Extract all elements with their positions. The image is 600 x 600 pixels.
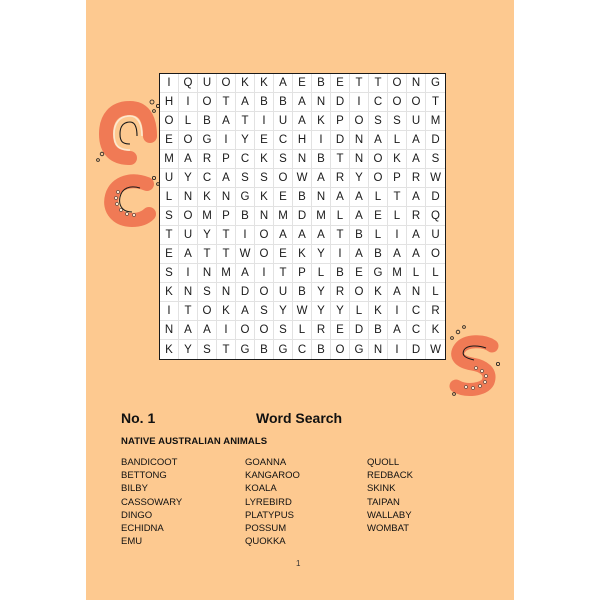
grid-cell[interactable]: K — [255, 150, 274, 169]
grid-cell[interactable]: C — [274, 131, 293, 150]
page-number: 1 — [296, 559, 301, 568]
grid-cell[interactable]: S — [274, 321, 293, 340]
page-title: Word Search — [256, 410, 343, 426]
grid-cell[interactable]: G — [426, 74, 445, 93]
grid-cell[interactable]: L — [388, 131, 407, 150]
grid-cell[interactable]: B — [369, 321, 388, 340]
grid-cell[interactable]: A — [407, 150, 426, 169]
grid-cell[interactable]: L — [369, 188, 388, 207]
grid-cell[interactable]: D — [350, 321, 369, 340]
grid-cell[interactable]: B — [236, 207, 255, 226]
grid-cell[interactable]: K — [369, 283, 388, 302]
grid-cell[interactable]: T — [198, 245, 217, 264]
grid-cell[interactable]: G — [198, 131, 217, 150]
grid-cell[interactable]: R — [331, 169, 350, 188]
word-list-column-3 — [367, 456, 413, 535]
grid-cell[interactable]: O — [369, 169, 388, 188]
grid-cell[interactable]: L — [426, 264, 445, 283]
word-search-grid[interactable] — [159, 73, 446, 360]
grid-cell[interactable]: D — [426, 131, 445, 150]
grid-cell[interactable]: T — [426, 93, 445, 112]
lower-u-motif-icon — [111, 181, 149, 220]
grid-cell[interactable]: P — [217, 150, 236, 169]
grid-cell[interactable]: T — [160, 226, 179, 245]
grid-cell[interactable]: G — [236, 188, 255, 207]
grid-cell[interactable]: N — [217, 283, 236, 302]
grid-cell[interactable]: N — [198, 264, 217, 283]
grid-cell[interactable]: H — [160, 93, 179, 112]
grid-cell[interactable]: E — [274, 188, 293, 207]
grid-cell[interactable]: K — [369, 302, 388, 321]
grid-cell[interactable]: O — [369, 150, 388, 169]
grid-cell[interactable]: Y — [331, 302, 350, 321]
grid-cell[interactable]: P — [217, 207, 236, 226]
grid-cell[interactable]: O — [179, 131, 198, 150]
grid-cell[interactable]: A — [350, 207, 369, 226]
grid-cell[interactable]: I — [217, 321, 236, 340]
word-list-item: POSSUM — [245, 522, 287, 534]
grid-cell[interactable]: I — [255, 264, 274, 283]
grid-cell[interactable]: G — [369, 264, 388, 283]
grid-cell[interactable]: Q — [179, 74, 198, 93]
grid-cell[interactable]: W — [430, 343, 441, 356]
word-list-item: EMU — [121, 536, 143, 548]
grid-cell[interactable]: Y — [198, 226, 217, 245]
grid-cell[interactable]: E — [293, 74, 312, 93]
grid-cell[interactable]: N — [407, 74, 426, 93]
grid-cell[interactable]: U — [426, 226, 445, 245]
grid-cell[interactable]: E — [369, 207, 388, 226]
word-list-item: WALLABY — [367, 509, 412, 521]
grid-cell[interactable]: N — [350, 131, 369, 150]
grid-cell[interactable]: L — [426, 283, 445, 302]
grid-cell[interactable]: O — [255, 321, 274, 340]
grid-cell[interactable]: N — [369, 340, 388, 359]
grid-cell[interactable]: O — [255, 226, 274, 245]
grid-cell[interactable]: H — [293, 131, 312, 150]
grid-cell[interactable]: P — [293, 264, 312, 283]
grid-cell[interactable]: L — [179, 112, 198, 131]
word-list-item: ECHIDNA — [121, 522, 164, 534]
grid-cell[interactable]: C — [369, 93, 388, 112]
grid-cell[interactable]: B — [331, 264, 350, 283]
grid-cell[interactable]: B — [350, 226, 369, 245]
grid-cell[interactable]: K — [426, 321, 445, 340]
grid-cell[interactable]: A — [293, 226, 312, 245]
grid-cell[interactable]: B — [369, 245, 388, 264]
grid-cell[interactable]: S — [160, 207, 179, 226]
grid-cell[interactable]: K — [255, 188, 274, 207]
grid-cell[interactable]: N — [407, 283, 426, 302]
grid-cell[interactable]: Y — [312, 283, 331, 302]
grid-cell[interactable]: K — [293, 245, 312, 264]
grid-cell[interactable]: B — [293, 188, 312, 207]
grid-cell[interactable]: K — [312, 112, 331, 131]
grid-cell[interactable]: S — [198, 283, 217, 302]
grid-cell[interactable]: K — [217, 302, 236, 321]
grid-cell[interactable]: S — [369, 112, 388, 131]
grid-cell[interactable]: N — [255, 207, 274, 226]
grid-cell[interactable]: C — [407, 302, 426, 321]
grid-cell[interactable]: N — [179, 188, 198, 207]
grid-cell[interactable]: U — [274, 283, 293, 302]
grid-cell[interactable]: L — [312, 264, 331, 283]
grid-cell[interactable]: O — [426, 245, 445, 264]
grid-cell[interactable]: A — [179, 321, 198, 340]
aboriginal-s-motif-icon — [436, 318, 506, 398]
grid-cell[interactable]: I — [160, 74, 179, 93]
grid-cell[interactable]: T — [350, 74, 369, 93]
grid-cell[interactable]: S — [198, 340, 217, 359]
puzzle-number: No. 1 — [121, 410, 156, 426]
grid-cell[interactable]: S — [274, 150, 293, 169]
grid-cell[interactable]: A — [369, 131, 388, 150]
grid-cell[interactable]: A — [236, 93, 255, 112]
grid-cell[interactable]: U — [274, 112, 293, 131]
grid-cell[interactable]: A — [388, 245, 407, 264]
grid-cell[interactable]: C — [198, 169, 217, 188]
grid-cell[interactable]: A — [312, 169, 331, 188]
grid-cell[interactable]: L — [407, 264, 426, 283]
grid-cell[interactable]: N — [217, 188, 236, 207]
word-list-item: QUOKKA — [245, 536, 286, 548]
grid-cell[interactable]: S — [160, 264, 179, 283]
grid-cell[interactable]: K — [198, 188, 217, 207]
grid-cell[interactable]: D — [331, 131, 350, 150]
grid-cell[interactable]: O — [350, 283, 369, 302]
word-list-item: QUOLL — [367, 457, 400, 468]
word-list-item: WOMBAT — [367, 522, 410, 534]
grid-cell[interactable]: T — [388, 188, 407, 207]
grid-cell[interactable]: K — [236, 74, 255, 93]
grid-cell[interactable]: I — [160, 302, 179, 321]
grid-cell[interactable]: U — [160, 169, 179, 188]
grid-cell[interactable]: E — [255, 131, 274, 150]
grid-cell[interactable]: L — [369, 226, 388, 245]
word-list-column-2 — [245, 456, 300, 548]
grid-cell[interactable]: I — [388, 226, 407, 245]
grid-cell[interactable]: I — [331, 245, 350, 264]
grid-cell[interactable]: A — [407, 131, 426, 150]
grid-cell[interactable]: M — [312, 207, 331, 226]
grid-cell[interactable]: A — [217, 169, 236, 188]
grid-cell[interactable]: W — [236, 245, 255, 264]
grid-cell[interactable]: A — [407, 245, 426, 264]
grid-cell[interactable]: Y — [350, 169, 369, 188]
grid-cell[interactable]: E — [160, 245, 179, 264]
grid-cell[interactable]: N — [312, 188, 331, 207]
grid-cell[interactable]: C — [236, 150, 255, 169]
grid-cell[interactable]: R — [198, 150, 217, 169]
grid-cell[interactable]: L — [350, 302, 369, 321]
grid-cell[interactable]: A — [274, 226, 293, 245]
grid-cell[interactable]: O — [217, 74, 236, 93]
grid-cell[interactable]: A — [236, 264, 255, 283]
grid-cell[interactable]: W — [426, 169, 445, 188]
grid-cell[interactable]: T — [217, 93, 236, 112]
grid-cell[interactable]: N — [179, 283, 198, 302]
grid-cell[interactable]: A — [407, 188, 426, 207]
grid-cell[interactable]: U — [179, 226, 198, 245]
grid-cell[interactable]: O — [198, 93, 217, 112]
grid-cell[interactable]: T — [236, 112, 255, 131]
grid-cell[interactable]: L — [293, 321, 312, 340]
word-list-item: LYREBIRD — [245, 496, 292, 508]
grid-cell[interactable]: U — [198, 74, 217, 93]
puzzle-subtitle: NATIVE AUSTRALIAN ANIMALS — [121, 436, 268, 447]
grid-cell[interactable]: Y — [312, 245, 331, 264]
grid-cell[interactable]: M — [426, 112, 445, 131]
word-list-item: GOANNA — [245, 457, 287, 468]
grid-cell[interactable]: I — [312, 131, 331, 150]
grid-cell[interactable]: M — [217, 264, 236, 283]
grid-cell[interactable]: Y — [179, 340, 198, 359]
word-list-item: PLATYPUS — [245, 509, 294, 521]
grid-cell[interactable]: D — [426, 188, 445, 207]
grid-cell[interactable]: I — [255, 112, 274, 131]
grid-cell[interactable]: T — [274, 264, 293, 283]
grid-cell[interactable]: T — [217, 245, 236, 264]
grid-cell[interactable]: D — [236, 283, 255, 302]
grid-cell[interactable]: I — [217, 131, 236, 150]
grid-cell[interactable]: A — [350, 188, 369, 207]
grid-cell[interactable]: O — [179, 207, 198, 226]
grid-cell[interactable]: Y — [179, 169, 198, 188]
grid-cell[interactable]: N — [350, 150, 369, 169]
grid-cell[interactable]: Y — [236, 131, 255, 150]
grid-cell[interactable]: I — [179, 264, 198, 283]
grid-cell[interactable]: G — [236, 340, 255, 359]
grid-cell[interactable]: B — [293, 283, 312, 302]
grid-cell[interactable]: M — [388, 264, 407, 283]
grid-cell[interactable]: C — [407, 321, 426, 340]
word-list-item: KANGAROO — [245, 470, 300, 482]
grid-cell[interactable]: B — [255, 340, 274, 359]
grid-cell[interactable]: O — [331, 340, 350, 359]
grid-cell[interactable]: K — [388, 150, 407, 169]
grid-cell[interactable]: E — [331, 321, 350, 340]
grid-cell[interactable]: A — [312, 226, 331, 245]
word-list-item: TAIPAN — [367, 496, 400, 508]
grid-cell[interactable]: L — [160, 188, 179, 207]
grid-cell[interactable]: E — [350, 264, 369, 283]
grid-cell[interactable]: O — [388, 93, 407, 112]
grid-cell[interactable]: D — [407, 340, 426, 359]
grid-cell[interactable]: A — [179, 245, 198, 264]
grid-cell[interactable]: A — [274, 74, 293, 93]
word-list-item: BETTONG — [121, 470, 167, 482]
aboriginal-u-motif-icon — [92, 96, 162, 236]
grid-cell[interactable]: N — [312, 93, 331, 112]
grid-cell[interactable]: A — [217, 112, 236, 131]
grid-cell[interactable]: B — [274, 93, 293, 112]
word-list-item: DINGO — [121, 509, 153, 521]
grid-cell[interactable]: A — [293, 112, 312, 131]
grid-cell[interactable]: O — [160, 112, 179, 131]
grid-cell[interactable]: I — [236, 226, 255, 245]
grid-cell[interactable]: B — [312, 74, 331, 93]
grid-cell[interactable]: A — [388, 321, 407, 340]
grid-cell[interactable]: O — [255, 283, 274, 302]
grid-cell[interactable]: O — [236, 321, 255, 340]
grid-cell[interactable]: N — [293, 150, 312, 169]
grid-cell[interactable]: A — [388, 283, 407, 302]
grid-cell[interactable]: B — [198, 112, 217, 131]
grid-cell[interactable]: R — [407, 207, 426, 226]
grid-cell[interactable]: Y — [312, 302, 331, 321]
grid-cell[interactable]: T — [369, 74, 388, 93]
grid-cell[interactable]: O — [350, 112, 369, 131]
word-list-item: BANDICOOT — [121, 457, 178, 468]
grid-cell[interactable]: B — [312, 340, 331, 359]
grid-cell[interactable]: K — [160, 283, 179, 302]
grid-cell[interactable]: O — [407, 93, 426, 112]
grid-cell[interactable]: S — [236, 169, 255, 188]
grid-cell[interactable]: T — [217, 340, 236, 359]
word-list-item: SKINK — [367, 483, 396, 495]
grid-cell[interactable]: C — [293, 340, 312, 359]
word-list-item: REDBACK — [367, 470, 413, 482]
grid-cell[interactable]: I — [179, 93, 198, 112]
grid-cell[interactable]: S — [426, 150, 445, 169]
grid-cell[interactable]: I — [350, 93, 369, 112]
grid-cell[interactable]: D — [331, 93, 350, 112]
grid-cell[interactable]: E — [274, 245, 293, 264]
grid-cell[interactable]: K — [160, 340, 179, 359]
grid-cell[interactable]: O — [274, 169, 293, 188]
grid-cell[interactable]: W — [293, 302, 312, 321]
grid-cell[interactable]: R — [407, 169, 426, 188]
grid-cell[interactable]: Y — [274, 302, 293, 321]
grid-cell[interactable]: R — [426, 302, 445, 321]
grid-cell[interactable]: B — [312, 150, 331, 169]
grid-cell[interactable]: T — [179, 302, 198, 321]
grid-cell[interactable]: A — [331, 188, 350, 207]
grid-cell[interactable]: I — [388, 340, 407, 359]
grid-cell[interactable]: O — [255, 245, 274, 264]
grid-cell[interactable]: N — [160, 321, 179, 340]
grid-cell[interactable]: I — [388, 302, 407, 321]
grid-cell[interactable]: K — [255, 74, 274, 93]
word-list-item: CASSOWARY — [121, 496, 183, 508]
grid-cell[interactable]: P — [331, 112, 350, 131]
grid-cell[interactable]: R — [331, 283, 350, 302]
grid-cell[interactable]: A — [293, 93, 312, 112]
grid-cell[interactable]: E — [160, 131, 179, 150]
grid-cell[interactable]: L — [331, 207, 350, 226]
grid-cell[interactable]: M — [274, 207, 293, 226]
grid-cell[interactable]: R — [312, 321, 331, 340]
grid-cell[interactable]: E — [331, 74, 350, 93]
grid-cell[interactable]: T — [331, 150, 350, 169]
grid-cell[interactable]: Q — [426, 207, 445, 226]
grid-cell[interactable]: B — [255, 93, 274, 112]
grid-cell[interactable]: T — [217, 226, 236, 245]
grid-cell[interactable]: O — [198, 302, 217, 321]
grid-cell[interactable]: A — [350, 245, 369, 264]
grid-cell[interactable]: S — [388, 112, 407, 131]
word-list-item: KOALA — [245, 483, 277, 495]
word-list-column-1 — [121, 456, 182, 548]
grid-cell[interactable]: O — [388, 74, 407, 93]
upper-u-motif-icon — [106, 108, 150, 158]
grid-cell[interactable]: M — [160, 150, 179, 169]
grid-cell[interactable]: P — [388, 169, 407, 188]
grid-cell[interactable]: U — [407, 112, 426, 131]
grid-cell[interactable]: S — [255, 302, 274, 321]
grid-cell[interactable]: D — [293, 207, 312, 226]
grid-cell[interactable]: G — [274, 340, 293, 359]
grid-cell[interactable]: M — [198, 207, 217, 226]
grid-cell[interactable]: A — [179, 150, 198, 169]
grid-cell[interactable]: A — [407, 226, 426, 245]
grid-cell[interactable]: L — [388, 207, 407, 226]
grid-cell[interactable]: S — [255, 169, 274, 188]
word-list-item: BILBY — [121, 483, 148, 495]
grid-cell[interactable]: A — [198, 321, 217, 340]
grid-cell[interactable]: T — [331, 226, 350, 245]
grid-cell[interactable]: W — [293, 169, 312, 188]
grid-cell[interactable]: A — [236, 302, 255, 321]
grid-cell[interactable]: G — [350, 340, 369, 359]
